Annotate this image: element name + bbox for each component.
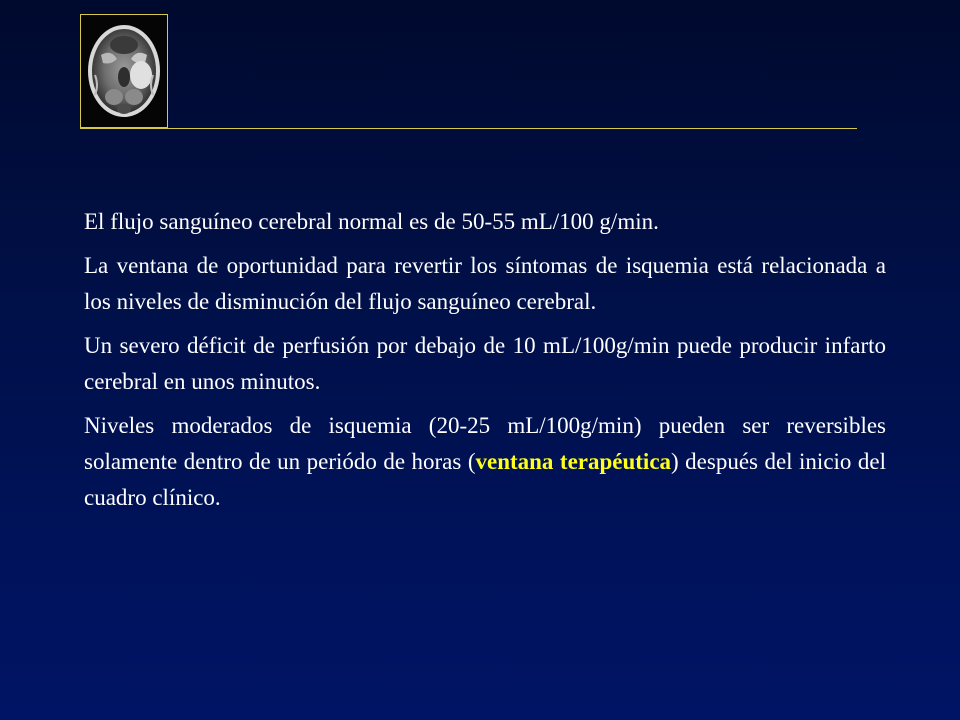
paragraph-window-of-opportunity: La ventana de oportunidad para revertir los síntomas de isquemia está relacionada a los niveles de disminución del flujo sanguíneo cerebral. xyxy=(84,253,886,314)
brain-mri-icon xyxy=(80,14,168,128)
paragraph-normal-flow: El flujo sanguíneo cerebral normal es de 50-55 mL/100 g/min. xyxy=(84,209,659,234)
slide-body xyxy=(84,204,886,524)
paragraph-moderate-ischemia-end: ) después del inicio del cuadro clínico. xyxy=(84,449,886,510)
paragraph-severe-deficit: Un severo déficit de perfusión por debajo de 10 mL/100g/min puede producir infarto cerebral en unos minutos. xyxy=(84,333,886,394)
header-divider xyxy=(80,128,857,129)
therapeutic-window-highlight: ventana terapéutica xyxy=(475,449,672,474)
paragraph-moderate-ischemia-start: Niveles moderados de isquemia (20-25 mL/100g/min) pueden ser reversibles solamente dentro de un periódo de horas ( xyxy=(84,413,886,474)
paragraph-moderate-ischemia xyxy=(84,408,886,516)
